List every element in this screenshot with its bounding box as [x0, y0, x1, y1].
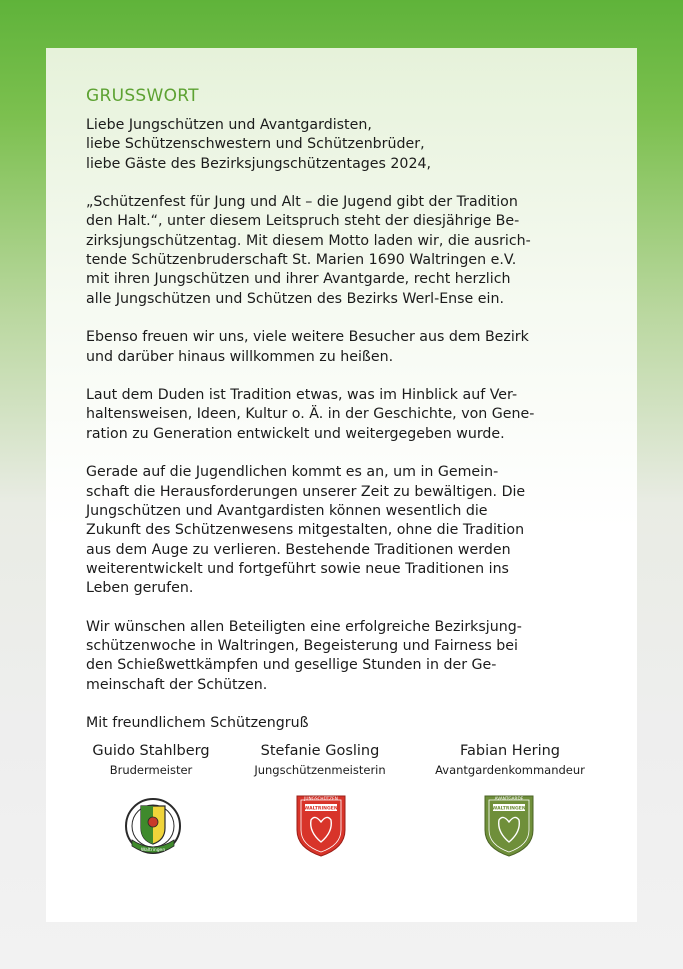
paragraph-motto — [86, 193, 606, 309]
paragraph-youth — [86, 463, 606, 598]
text-line: Mit freundlichem Schützengruß — [86, 715, 309, 732]
text-line: Liebe Jungschützen und Avantgardisten, — [86, 117, 372, 133]
bruderschaft-crest-logo — [124, 792, 182, 860]
text-line: alle Jungschützen und Schützen des Bezirks Werl-Ense ein. — [86, 290, 504, 307]
text-line: Wir wünschen allen Beteiligten eine erfolgreiche Bezirksjung- — [86, 618, 522, 635]
shield-top-text: AVANTGARDE — [494, 796, 524, 801]
text-line: schaft die Herausforderungen unserer Zeit zu bewältigen. Die — [86, 483, 526, 500]
text-line: „Schützenfest für Jung und Alt – die Jugend gibt der Tradition — [86, 194, 518, 211]
text-line: den Schießwettkämpfen und gesellige Stunden in der Ge- — [86, 657, 497, 674]
crest-text: Waltringen — [140, 848, 166, 853]
signature-jungschuetzenmeisterin — [230, 743, 410, 777]
paragraph-visitors — [86, 328, 606, 367]
signature-name: Fabian Hering — [459, 743, 561, 759]
text-line: mit ihren Jungschützen und ihrer Avantgarde, recht herzlich — [86, 271, 511, 288]
avantgarde-shield-logo — [481, 792, 537, 858]
signature-role: Brudermeister — [109, 763, 193, 777]
text-line: liebe Schützenschwestern und Schützenbrüder, — [86, 136, 425, 153]
text-line: Gerade auf die Jugendlichen kommt es an, um in Gemein- — [86, 464, 499, 481]
text-line: meinschaft der Schützen. — [86, 676, 268, 693]
text-line: den Halt.“, unter diesem Leitspruch steht der diesjährige Be- — [86, 213, 520, 230]
text-line: schützenwoche in Waltringen, Begeisterung und Fairness bei — [86, 638, 518, 655]
paragraph-tradition — [86, 386, 606, 444]
text-line: Ebenso freuen wir uns, viele weitere Besucher aus dem Bezirk — [86, 329, 529, 346]
text-line: zirksjungschützentag. Mit diesem Motto laden wir, die ausrich- — [86, 232, 531, 249]
paragraph-wishes — [86, 618, 606, 695]
text-line: weiterentwickelt und fortgeführt sowie neue Traditionen ins — [86, 560, 509, 577]
text-line: ration zu Generation entwickelt und weitergegeben wurde. — [86, 425, 505, 442]
text-line: haltensweisen, Ideen, Kultur o. Ä. in der Geschichte, von Gene- — [86, 406, 535, 423]
text-line: liebe Gäste des Bezirksjungschützentages 2024, — [86, 155, 432, 172]
shield-top-text: JUNGSCHÜTZEN — [304, 796, 338, 801]
letter-body — [86, 116, 606, 753]
letter-card — [46, 48, 637, 922]
text-line: Zukunft des Schützenwesens mitgestalten, ohne die Tradition — [86, 522, 525, 539]
text-line: Laut dem Duden ist Tradition etwas, was im Hinblick auf Ver- — [86, 387, 518, 404]
signature-name: Stefanie Gosling — [260, 743, 380, 759]
signature-brudermeister — [61, 743, 241, 777]
text-line: Leben gerufen. — [86, 580, 194, 597]
text-line: tende Schützenbruderschaft St. Marien 1690 Waltringen e.V. — [86, 252, 517, 269]
signature-name: Guido Stahlberg — [92, 743, 210, 759]
jungschuetzen-shield-logo — [293, 792, 349, 858]
signature-role: Jungschützenmeisterin — [254, 763, 386, 777]
signature-role: Avantgardenkommandeur — [435, 763, 585, 777]
page-title: GRUSSWORT — [86, 86, 199, 106]
shield-mid-text: WALTRINGEN — [492, 806, 526, 812]
text-line: Jungschützen und Avantgardisten können wesentlich die — [86, 502, 488, 519]
text-line: und darüber hinaus willkommen zu heißen. — [86, 348, 394, 365]
paragraph-salutation — [86, 116, 606, 174]
signature-avantgardenkommandeur — [420, 743, 600, 777]
paragraph-closing — [86, 714, 606, 733]
shield-mid-text: WALTRINGEN — [304, 806, 338, 812]
text-line: aus dem Auge zu verlieren. Bestehende Traditionen werden — [86, 541, 511, 558]
